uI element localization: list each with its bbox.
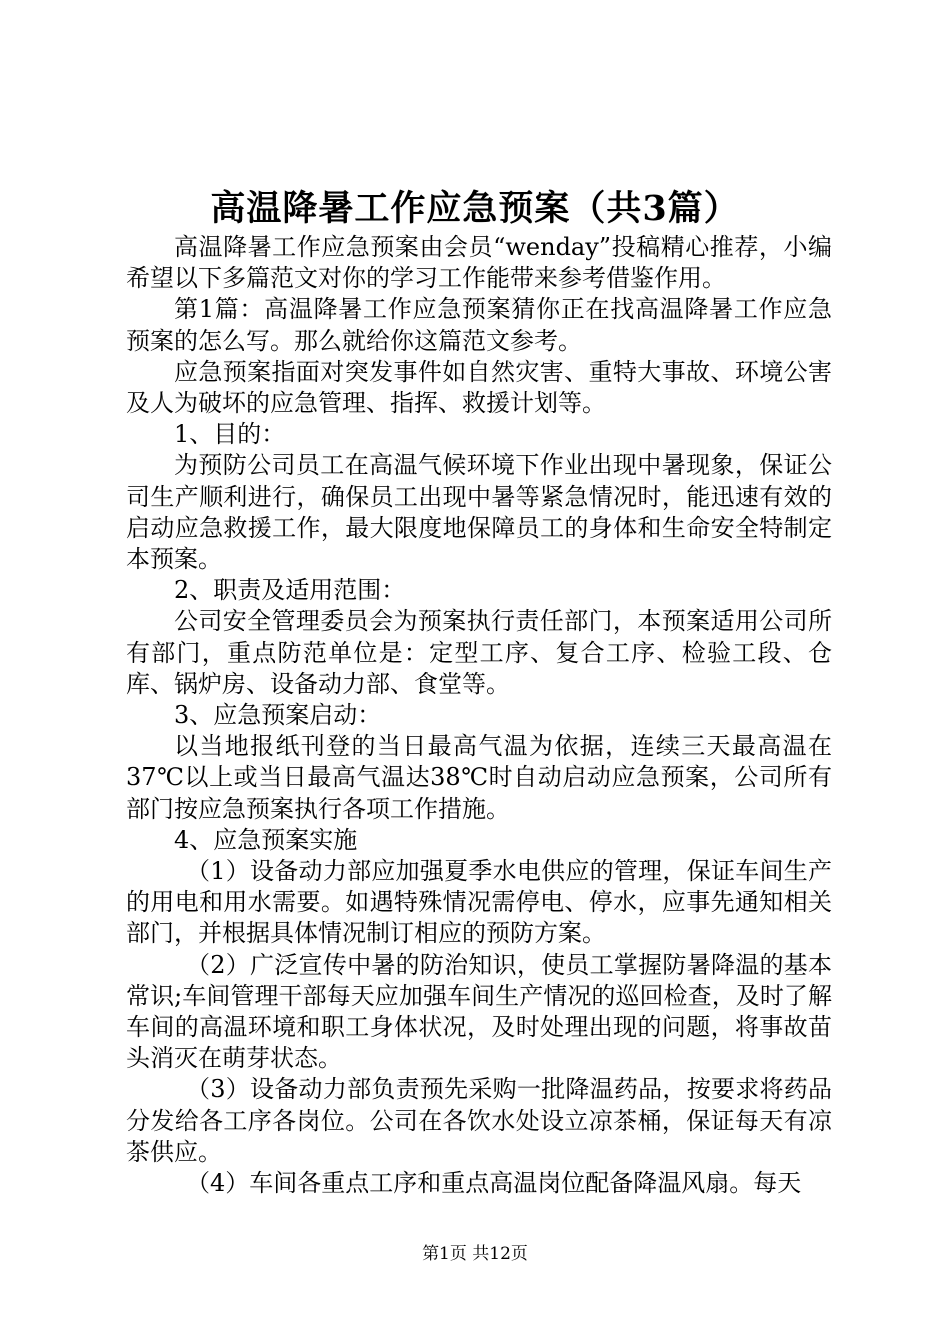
paragraph-activation: 以当地报纸刊登的当日最高气温为依据，连续三天最高温在37℃以上或当日最高气温达38℃时自动启动应急预案，公司所有部门按应急预案执行各项工作措施。: [126, 732, 832, 823]
heading-implementation: 4、应急预案实施: [174, 825, 358, 854]
paragraph-part-1: 第1篇：高温降暑工作应急预案猜你正在找高温降暑工作应急预案的怎么写。那么就给你这篇范文参考。: [126, 295, 832, 355]
paragraph-definition: 应急预案指面对突发事件如自然灾害、重特大事故、环境公害及人为破坏的应急管理、指挥、救援计划等。: [126, 357, 832, 418]
page-footer: 第1页 共12页: [422, 1244, 528, 1264]
heading-purpose: 1、目的：: [174, 420, 286, 449]
paragraph-item-1: （1）设备动力部应加强夏季水电供应的管理，保证车间生产的用电和用水需要。如遇特殊情况需停电、停水，应事先通知相关部门，并根据具体情况制订相应的预防方案。: [126, 857, 832, 948]
paragraph-item-3: （3）设备动力部负责预先采购一批降温药品，按要求将药品分发给各工序各岗位。公司在各饮水处设立凉茶桶，保证每天有凉茶供应。: [126, 1075, 832, 1166]
paragraph-item-4: （4）车间各重点工序和重点高温岗位配备降温风扇。每天: [186, 1169, 802, 1198]
document-body: [126, 232, 832, 1199]
heading-activation: 3、应急预案启动：: [174, 701, 382, 730]
paragraph-purpose: 为预防公司员工在高温气候环境下作业出现中暑现象，保证公司生产顺利进行，确保员工出现中暑等紧急情况时，能迅速有效的启动应急救援工作，最大限度地保障员工的身体和生命安全特制定本预案。: [126, 451, 832, 574]
paragraph-scope: 公司安全管理委员会为预案执行责任部门，本预案适用公司所有部门，重点防范单位是：定型工序、复合工序、检验工段、仓库、锅炉房、设备动力部、食堂等。: [126, 607, 832, 698]
paragraph-item-2: （2）广泛宣传中暑的防治知识，使员工掌握防暑降温的基本常识;车间管理干部每天应加强车间生产情况的巡回检查，及时了解车间的高温环境和职工身体状况，及时处理出现的问题，将事故苗头消灭在萌芽状态。: [126, 950, 832, 1073]
paragraph-intro: 高温降暑工作应急预案由会员“wenday”投稿精心推荐，小编希望以下多篇范文对你的学习工作能带来参考借鉴作用。: [126, 233, 832, 293]
heading-scope: 2、职责及适用范围：: [174, 576, 406, 605]
document-title: 高温降暑工作应急预案（共3篇）: [210, 188, 740, 229]
